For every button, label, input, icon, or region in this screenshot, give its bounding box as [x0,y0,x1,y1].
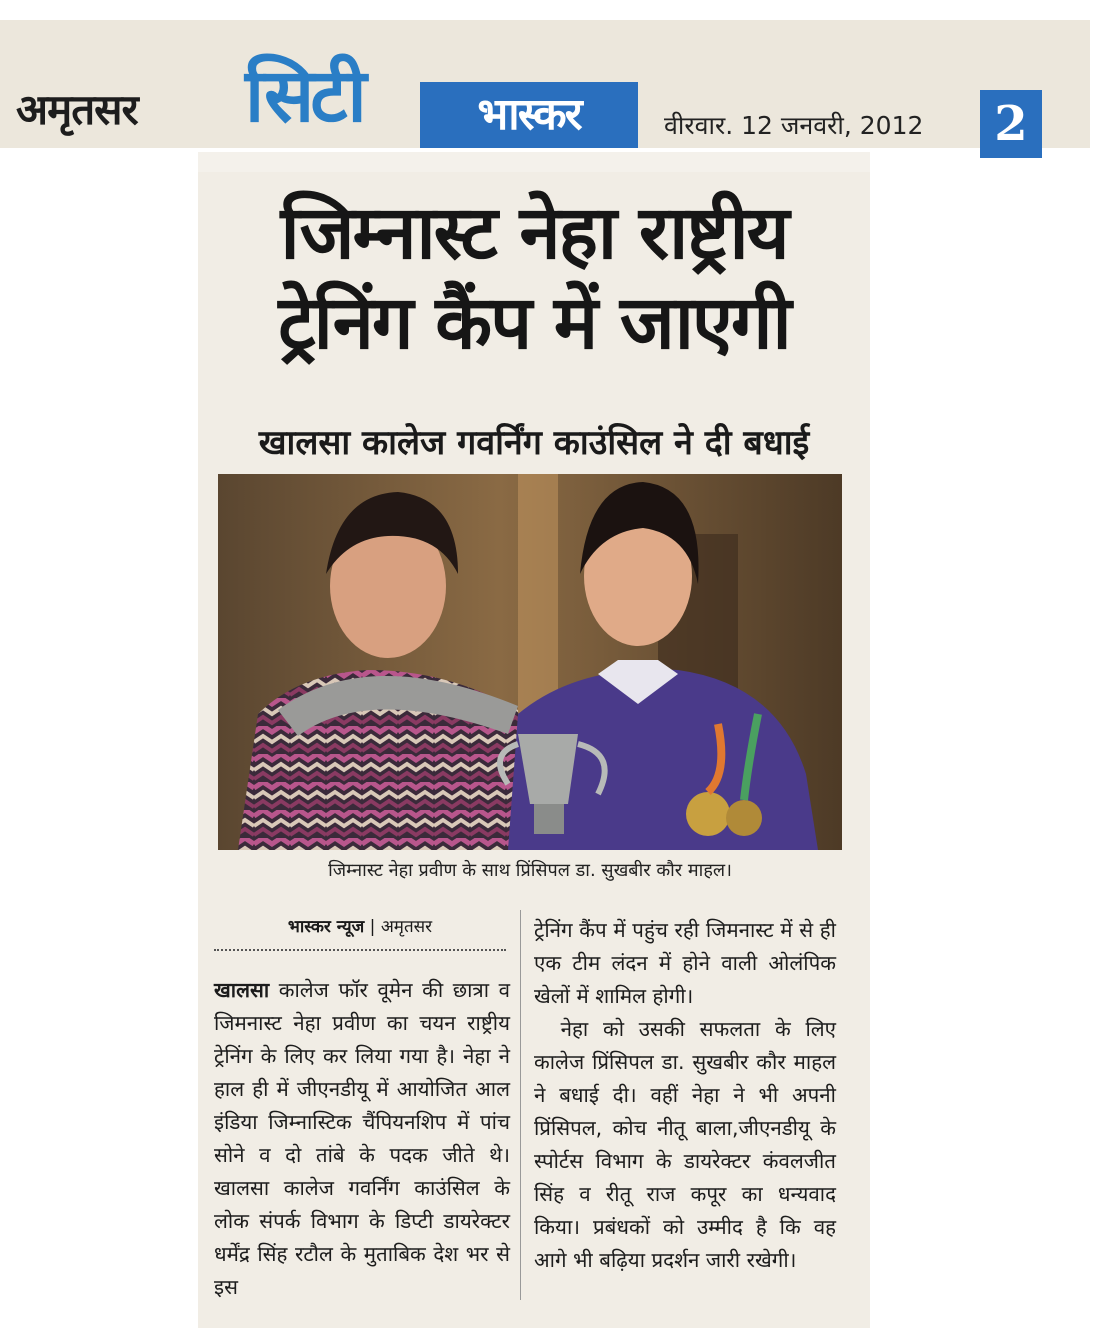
subheadline: खालसा कालेज गवर्निंग काउंसिल ने दी बधाई [258,423,810,463]
article-body-left [214,974,510,1304]
brand-logo-city: सिटी [245,53,363,139]
brand-logo-name: भास्कर [420,82,638,148]
article-body-right [534,914,836,1277]
right-column-paragraph-1: ट्रेनिंग कैंप में पहुंच रही जिमनास्ट में से ही एक टीम लंदन में होने वाली ओलंपिक खेलों में शामिल होगी। [534,918,836,1008]
byline-place: अमृतसर [380,917,433,937]
page-number-badge: 2 [980,90,1042,158]
masthead [0,20,1090,152]
left-column-text: कालेज फॉर वूमेन की छात्रा व जिमनास्ट नेहा प्रवीण का चयन राष्ट्रीय ट्रेनिंग के लिए कर लिया गया है। नेहा ने हाल ही में जीएनडीयू में आयोजित आल इंडिया जिम्नास्टिक चैंपियनशिप में पांच सोने व दो तांबे के पदक जीते थे। खालसा कालेज गवर्निंग काउंसिल के लोक संपर्क विभाग के डिप्टी डायरेक्टर धर्मेंद्र सिंह रटौल के मुताबिक देश भर से इस [214,978,510,1299]
byline-source: भास्कर न्यूज [287,917,365,937]
photo-illustration [218,474,842,850]
publication-date: वीरवार. 12 जनवरी, 2012 [664,111,924,140]
headline: जिम्नास्ट नेहा राष्ट्रीय ट्रेनिंग कैंप में जाएगी [278,190,790,366]
byline-separator: | [369,917,376,937]
masthead-city: अमृतसर [16,85,138,134]
news-photo [218,474,842,850]
photo-caption: जिम्नास्ट नेहा प्रवीण के साथ प्रिंसिपल डा. सुखबीर कौर माहल। [328,860,732,881]
byline [214,914,506,951]
lead-word: खालसा [214,978,270,1002]
right-column-paragraph-2: नेहा को उसकी सफलता के लिए कालेज प्रिंसिपल डा. सुखबीर कौर माहल ने बधाई दी। वहीं नेहा ने भी अपनी प्रिंसिपल, कोच नीतू बाला,जीएनडीयू के स्पोर्टस विभाग के डायरेक्टर कंवलजीत सिंह व रीतू राज कपूर का धन्यवाद किया। प्रबंधकों को उम्मीद है कि वह आगे भी बढ़िया प्रदर्शन जारी रखेगी। [534,1017,836,1272]
column-divider [520,910,521,1300]
